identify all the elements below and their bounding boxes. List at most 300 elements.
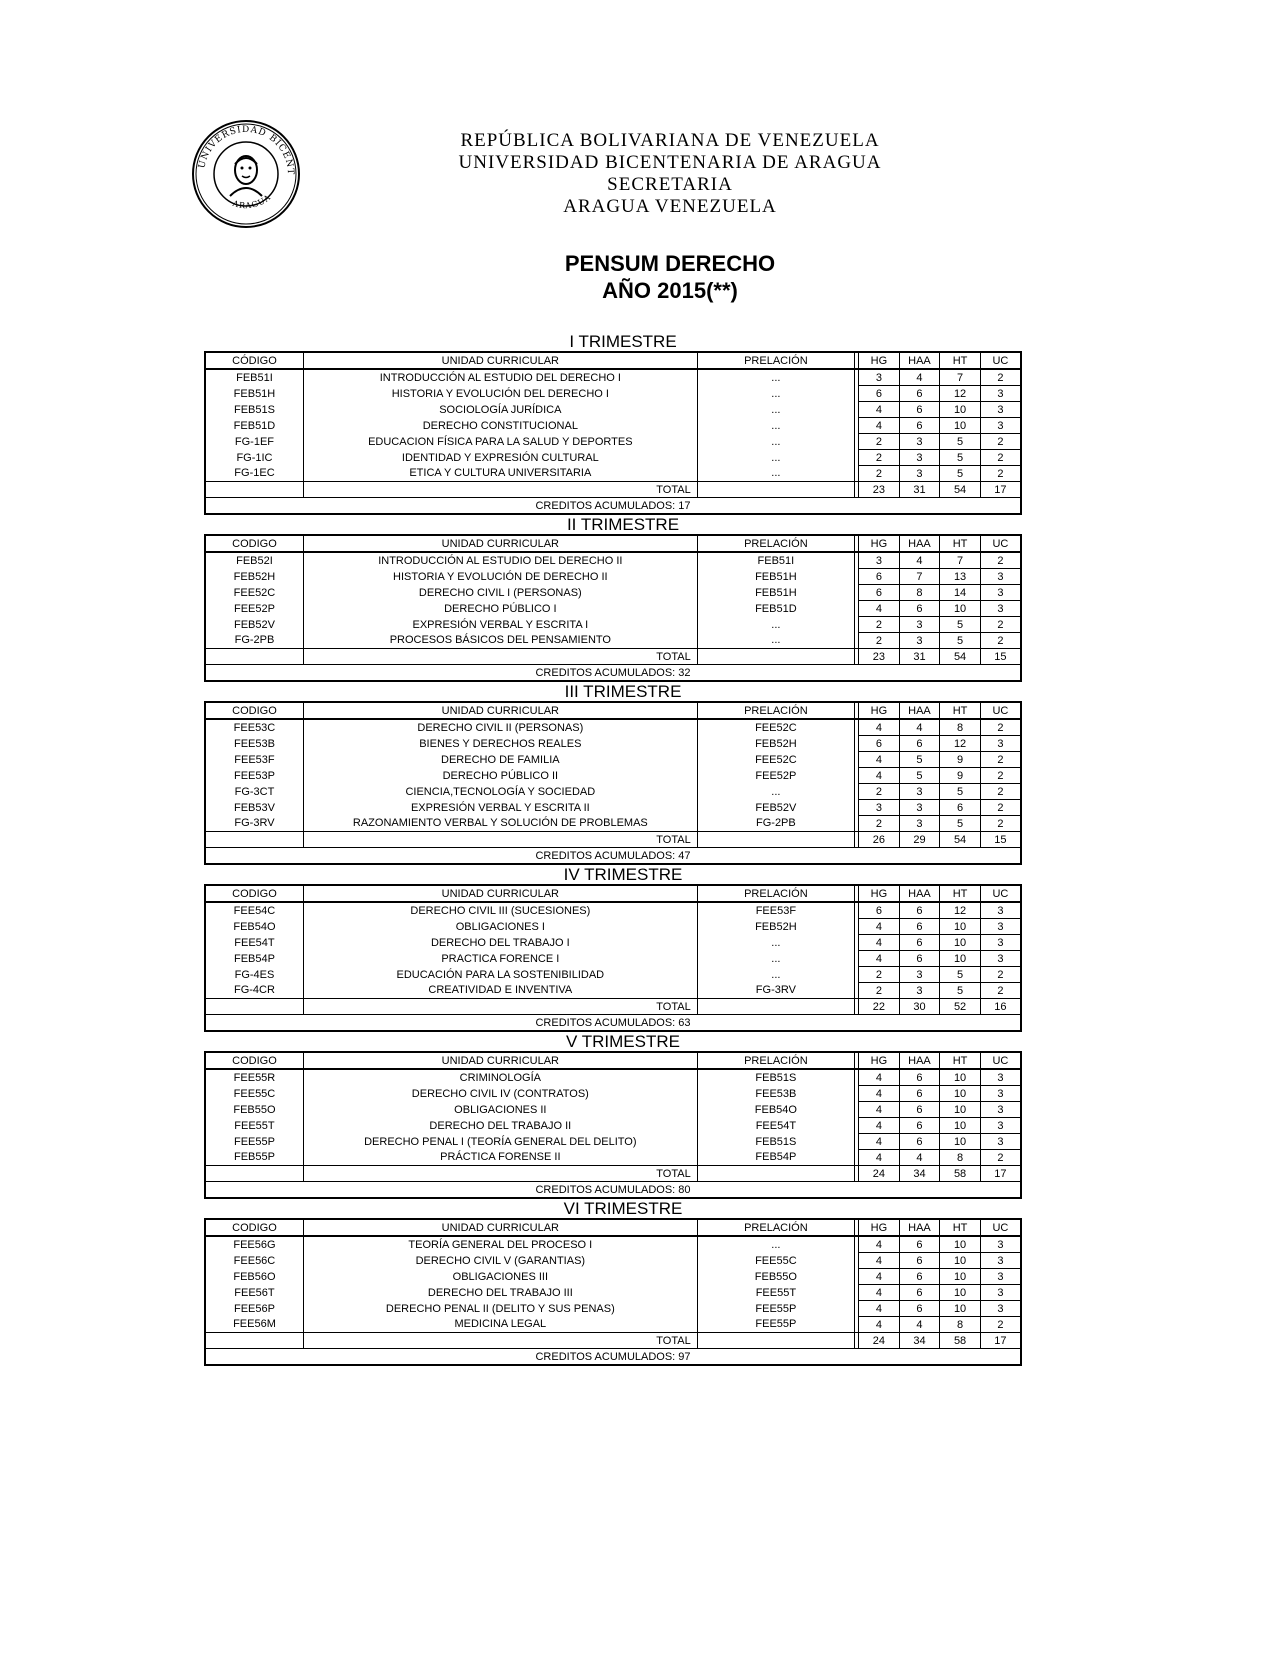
total-empty-cell xyxy=(697,649,854,665)
title-year: AÑO 2015(**) xyxy=(602,278,738,303)
cell-uc: 3 xyxy=(980,1118,1021,1134)
cell-hg: 4 xyxy=(859,418,900,434)
cell-hg: 2 xyxy=(859,434,900,450)
cell-haa: 6 xyxy=(899,951,940,967)
creditos-row xyxy=(205,1182,1021,1199)
cell-prelacion: FG-2PB xyxy=(697,816,854,832)
table-row xyxy=(205,418,1021,434)
cell-uc: 3 xyxy=(980,601,1021,617)
cell-prelacion: FEB51S xyxy=(697,1134,854,1150)
cell-prelacion: FEE52C xyxy=(697,752,854,768)
cell-haa: 4 xyxy=(899,719,940,736)
table-row xyxy=(205,784,1021,800)
cell-codigo: FEE54T xyxy=(205,935,303,951)
cell-codigo: FEB54P xyxy=(205,951,303,967)
column-header-codigo: CODIGO xyxy=(205,702,303,719)
table-row xyxy=(205,617,1021,633)
cell-unidad: IDENTIDAD Y EXPRESIÓN CULTURAL xyxy=(303,450,697,466)
cell-uc: 3 xyxy=(980,1285,1021,1301)
total-uc: 17 xyxy=(980,1166,1021,1182)
pensum-table xyxy=(204,1218,1022,1366)
cell-codigo: FEE52C xyxy=(205,585,303,601)
total-hg: 26 xyxy=(859,832,900,848)
table-row xyxy=(205,434,1021,450)
cell-codigo: FEE52P xyxy=(205,601,303,617)
cell-haa: 3 xyxy=(899,466,940,482)
trimestre-title: I TRIMESTRE xyxy=(569,332,677,351)
table-row xyxy=(205,402,1021,418)
header-republic: REPÚBLICA BOLIVARIANA DE VENEZUELA xyxy=(460,130,880,151)
header-university: UNIVERSIDAD BICENTENARIA DE ARAGUA xyxy=(458,152,882,173)
total-haa: 31 xyxy=(899,649,940,665)
total-row xyxy=(205,649,1021,665)
cell-codigo: FEE53P xyxy=(205,768,303,784)
cell-haa: 6 xyxy=(899,1134,940,1150)
trimestre-section xyxy=(204,1200,1022,1366)
cell-hg: 2 xyxy=(859,450,900,466)
cell-haa: 3 xyxy=(899,800,940,816)
cell-codigo: FEE56M xyxy=(205,1317,303,1333)
document-title xyxy=(440,250,900,304)
column-header-unidad: UNIDAD CURRICULAR xyxy=(303,352,697,369)
cell-uc: 3 xyxy=(980,585,1021,601)
cell-unidad: PRÁCTICA FORENSE II xyxy=(303,1150,697,1166)
creditos-row xyxy=(205,498,1021,515)
cell-prelacion: FEB52H xyxy=(697,736,854,752)
university-seal-logo xyxy=(190,118,302,230)
cell-prelacion: FEE52C xyxy=(697,719,854,736)
cell-unidad: EDUCACIÓN PARA LA SOSTENIBILIDAD xyxy=(303,967,697,983)
cell-uc: 2 xyxy=(980,369,1021,386)
table-row xyxy=(205,768,1021,784)
cell-unidad: TEORÍA GENERAL DEL PROCESO I xyxy=(303,1236,697,1253)
cell-prelacion: FG-3RV xyxy=(697,983,854,999)
cell-hg: 4 xyxy=(859,719,900,736)
cell-haa: 8 xyxy=(899,585,940,601)
total-hg: 22 xyxy=(859,999,900,1015)
trimestre-title: IV TRIMESTRE xyxy=(563,865,683,884)
cell-prelacion: FEB51H xyxy=(697,569,854,585)
column-header-prelacion: PRELACIÓN xyxy=(697,352,854,369)
cell-unidad: CIENCIA,TECNOLOGÍA Y SOCIEDAD xyxy=(303,784,697,800)
cell-codigo: FEB54O xyxy=(205,919,303,935)
cell-uc: 2 xyxy=(980,967,1021,983)
total-empty-cell xyxy=(205,482,303,498)
cell-unidad: HISTORIA Y EVOLUCIÓN DEL DERECHO I xyxy=(303,386,697,402)
column-header-hg: HG xyxy=(859,535,900,552)
total-empty-cell xyxy=(697,482,854,498)
total-row xyxy=(205,1333,1021,1349)
trimestre-section xyxy=(204,1033,1022,1199)
cell-uc: 3 xyxy=(980,1253,1021,1269)
cell-uc: 2 xyxy=(980,784,1021,800)
cell-haa: 4 xyxy=(899,1150,940,1166)
table-row xyxy=(205,1102,1021,1118)
pensum-table xyxy=(204,1051,1022,1199)
cell-codigo: FG-3RV xyxy=(205,816,303,832)
cell-uc: 3 xyxy=(980,1086,1021,1102)
cell-ht: 10 xyxy=(940,919,981,935)
total-ht: 54 xyxy=(940,832,981,848)
cell-prelacion: ... xyxy=(697,1236,854,1253)
cell-uc: 3 xyxy=(980,1102,1021,1118)
column-header-hg: HG xyxy=(859,1219,900,1236)
cell-codigo: FEE56T xyxy=(205,1285,303,1301)
cell-uc: 3 xyxy=(980,569,1021,585)
column-header-prelacion: PRELACIÓN xyxy=(697,1052,854,1069)
column-header-hg: HG xyxy=(859,1052,900,1069)
column-header-haa: HAA xyxy=(899,1052,940,1069)
total-haa: 34 xyxy=(899,1166,940,1182)
creditos-acumulados: CREDITOS ACUMULADOS: 47 xyxy=(205,848,1021,865)
cell-unidad: OBLIGACIONES III xyxy=(303,1269,697,1285)
table-row xyxy=(205,919,1021,935)
cell-haa: 3 xyxy=(899,967,940,983)
cell-codigo: FEE53B xyxy=(205,736,303,752)
cell-prelacion: FEB54O xyxy=(697,1102,854,1118)
cell-unidad: RAZONAMIENTO VERBAL Y SOLUCIÓN DE PROBLEMAS xyxy=(303,816,697,832)
total-haa: 34 xyxy=(899,1333,940,1349)
cell-uc: 2 xyxy=(980,450,1021,466)
cell-prelacion: ... xyxy=(697,633,854,649)
cell-ht: 5 xyxy=(940,450,981,466)
table-row xyxy=(205,935,1021,951)
total-row xyxy=(205,482,1021,498)
table-row xyxy=(205,1269,1021,1285)
cell-ht: 8 xyxy=(940,1150,981,1166)
column-header-prelacion: PRELACIÓN xyxy=(697,535,854,552)
cell-prelacion: ... xyxy=(697,369,854,386)
cell-hg: 6 xyxy=(859,386,900,402)
creditos-row xyxy=(205,665,1021,682)
cell-prelacion: FEE55P xyxy=(697,1317,854,1333)
cell-codigo: FEB53V xyxy=(205,800,303,816)
table-row xyxy=(205,585,1021,601)
cell-uc: 3 xyxy=(980,1069,1021,1086)
trimestre-title: VI TRIMESTRE xyxy=(563,1199,683,1218)
total-hg: 23 xyxy=(859,649,900,665)
cell-unidad: OBLIGACIONES II xyxy=(303,1102,697,1118)
cell-ht: 10 xyxy=(940,1134,981,1150)
cell-codigo: FEE53C xyxy=(205,719,303,736)
cell-codigo: FEB56O xyxy=(205,1269,303,1285)
total-label: TOTAL xyxy=(303,999,697,1015)
cell-unidad: EDUCACION FÍSICA PARA LA SALUD Y DEPORTES xyxy=(303,434,697,450)
trimestres-container xyxy=(204,333,1022,1366)
cell-ht: 10 xyxy=(940,935,981,951)
total-empty-cell xyxy=(697,999,854,1015)
column-header-prelacion: PRELACIÓN xyxy=(697,885,854,902)
cell-unidad: OBLIGACIONES I xyxy=(303,919,697,935)
cell-prelacion: FEE53B xyxy=(697,1086,854,1102)
trimestre-title: III TRIMESTRE xyxy=(564,682,682,701)
cell-unidad: SOCIOLOGÍA JURÍDICA xyxy=(303,402,697,418)
cell-codigo: FG-4CR xyxy=(205,983,303,999)
column-header-uc: UC xyxy=(980,702,1021,719)
cell-uc: 3 xyxy=(980,736,1021,752)
cell-uc: 2 xyxy=(980,1317,1021,1333)
column-header-uc: UC xyxy=(980,352,1021,369)
cell-haa: 6 xyxy=(899,1269,940,1285)
creditos-row xyxy=(205,1015,1021,1032)
cell-haa: 5 xyxy=(899,752,940,768)
cell-haa: 6 xyxy=(899,1118,940,1134)
trimestre-title: V TRIMESTRE xyxy=(566,1032,680,1051)
cell-prelacion: FEB51S xyxy=(697,1069,854,1086)
cell-prelacion: ... xyxy=(697,386,854,402)
table-row xyxy=(205,633,1021,649)
column-header-unidad: UNIDAD CURRICULAR xyxy=(303,1052,697,1069)
column-header-hg: HG xyxy=(859,352,900,369)
cell-haa: 6 xyxy=(899,1285,940,1301)
cell-prelacion: FEE52P xyxy=(697,768,854,784)
table-header-row xyxy=(205,535,1021,552)
cell-ht: 12 xyxy=(940,736,981,752)
cell-hg: 4 xyxy=(859,1102,900,1118)
cell-ht: 12 xyxy=(940,902,981,919)
total-label: TOTAL xyxy=(303,1166,697,1182)
cell-ht: 10 xyxy=(940,1236,981,1253)
total-haa: 30 xyxy=(899,999,940,1015)
cell-haa: 3 xyxy=(899,434,940,450)
cell-codigo: FG-3CT xyxy=(205,784,303,800)
cell-haa: 3 xyxy=(899,450,940,466)
total-ht: 58 xyxy=(940,1166,981,1182)
cell-haa: 6 xyxy=(899,402,940,418)
cell-unidad: DERECHO DEL TRABAJO II xyxy=(303,1118,697,1134)
cell-uc: 2 xyxy=(980,800,1021,816)
cell-prelacion: ... xyxy=(697,466,854,482)
total-label: TOTAL xyxy=(303,832,697,848)
cell-ht: 8 xyxy=(940,719,981,736)
cell-hg: 4 xyxy=(859,752,900,768)
column-header-haa: HAA xyxy=(899,535,940,552)
cell-prelacion: FEB54P xyxy=(697,1150,854,1166)
cell-haa: 6 xyxy=(899,601,940,617)
column-header-codigo: CODIGO xyxy=(205,885,303,902)
cell-hg: 2 xyxy=(859,784,900,800)
table-row xyxy=(205,902,1021,919)
table-header-row xyxy=(205,1052,1021,1069)
column-header-codigo: CÓDIGO xyxy=(205,352,303,369)
cell-ht: 10 xyxy=(940,1269,981,1285)
cell-ht: 10 xyxy=(940,1253,981,1269)
table-header-row xyxy=(205,352,1021,369)
cell-ht: 8 xyxy=(940,1317,981,1333)
total-row xyxy=(205,832,1021,848)
column-header-uc: UC xyxy=(980,1219,1021,1236)
column-header-uc: UC xyxy=(980,535,1021,552)
total-uc: 15 xyxy=(980,649,1021,665)
column-header-ht: HT xyxy=(940,885,981,902)
cell-ht: 10 xyxy=(940,1285,981,1301)
trimestre-section xyxy=(204,516,1022,682)
cell-codigo: FEE56P xyxy=(205,1301,303,1317)
column-header-unidad: UNIDAD CURRICULAR xyxy=(303,535,697,552)
cell-haa: 6 xyxy=(899,919,940,935)
total-empty-cell xyxy=(697,1333,854,1349)
cell-hg: 4 xyxy=(859,768,900,784)
cell-ht: 5 xyxy=(940,983,981,999)
cell-hg: 4 xyxy=(859,951,900,967)
cell-codigo: FEB52V xyxy=(205,617,303,633)
total-empty-cell xyxy=(205,1166,303,1182)
cell-hg: 2 xyxy=(859,816,900,832)
cell-ht: 10 xyxy=(940,1086,981,1102)
total-haa: 31 xyxy=(899,482,940,498)
cell-unidad: CRIMINOLOGÍA xyxy=(303,1069,697,1086)
title-pensum: PENSUM DERECHO xyxy=(564,251,776,276)
cell-uc: 3 xyxy=(980,935,1021,951)
column-header-haa: HAA xyxy=(899,1219,940,1236)
column-header-prelacion: PRELACIÓN xyxy=(697,702,854,719)
cell-haa: 3 xyxy=(899,816,940,832)
column-header-haa: HAA xyxy=(899,352,940,369)
table-row xyxy=(205,1134,1021,1150)
cell-ht: 9 xyxy=(940,752,981,768)
column-header-ht: HT xyxy=(940,702,981,719)
column-header-uc: UC xyxy=(980,885,1021,902)
cell-haa: 6 xyxy=(899,1253,940,1269)
table-row xyxy=(205,1150,1021,1166)
cell-ht: 7 xyxy=(940,552,981,569)
cell-unidad: DERECHO PÚBLICO I xyxy=(303,601,697,617)
cell-codigo: FEE55C xyxy=(205,1086,303,1102)
cell-codigo: FEE53F xyxy=(205,752,303,768)
cell-ht: 5 xyxy=(940,633,981,649)
cell-prelacion: FEB51D xyxy=(697,601,854,617)
cell-haa: 5 xyxy=(899,768,940,784)
cell-uc: 3 xyxy=(980,1236,1021,1253)
cell-unidad: DERECHO CIVIL I (PERSONAS) xyxy=(303,585,697,601)
cell-hg: 6 xyxy=(859,902,900,919)
cell-unidad: DERECHO CIVIL V (GARANTIAS) xyxy=(303,1253,697,1269)
trimestre-section xyxy=(204,683,1022,865)
cell-codigo: FEB51S xyxy=(205,402,303,418)
cell-unidad: DERECHO PENAL II (DELITO Y SUS PENAS) xyxy=(303,1301,697,1317)
cell-hg: 4 xyxy=(859,919,900,935)
table-row xyxy=(205,466,1021,482)
cell-codigo: FG-1EC xyxy=(205,466,303,482)
table-header-row xyxy=(205,1219,1021,1236)
cell-codigo: FG-1IC xyxy=(205,450,303,466)
cell-uc: 2 xyxy=(980,1150,1021,1166)
cell-haa: 6 xyxy=(899,1069,940,1086)
total-empty-cell xyxy=(205,649,303,665)
cell-unidad: DERECHO DEL TRABAJO III xyxy=(303,1285,697,1301)
cell-hg: 4 xyxy=(859,1317,900,1333)
table-row xyxy=(205,719,1021,736)
column-header-ht: HT xyxy=(940,535,981,552)
pensum-table xyxy=(204,534,1022,682)
cell-uc: 2 xyxy=(980,983,1021,999)
table-row xyxy=(205,386,1021,402)
column-header-codigo: CODIGO xyxy=(205,1052,303,1069)
creditos-acumulados: CREDITOS ACUMULADOS: 32 xyxy=(205,665,1021,682)
cell-haa: 4 xyxy=(899,1317,940,1333)
cell-prelacion: FEB51H xyxy=(697,585,854,601)
table-row xyxy=(205,1253,1021,1269)
cell-unidad: EXPRESIÓN VERBAL Y ESCRITA I xyxy=(303,617,697,633)
cell-uc: 2 xyxy=(980,752,1021,768)
total-uc: 16 xyxy=(980,999,1021,1015)
cell-ht: 5 xyxy=(940,784,981,800)
cell-hg: 4 xyxy=(859,1086,900,1102)
cell-haa: 4 xyxy=(899,552,940,569)
table-row xyxy=(205,951,1021,967)
cell-hg: 4 xyxy=(859,1285,900,1301)
cell-ht: 5 xyxy=(940,967,981,983)
total-empty-cell xyxy=(697,1166,854,1182)
cell-uc: 3 xyxy=(980,902,1021,919)
table-row xyxy=(205,736,1021,752)
table-row xyxy=(205,1118,1021,1134)
cell-haa: 6 xyxy=(899,935,940,951)
cell-ht: 14 xyxy=(940,585,981,601)
cell-unidad: INTRODUCCIÓN AL ESTUDIO DEL DERECHO II xyxy=(303,552,697,569)
creditos-row xyxy=(205,848,1021,865)
table-row xyxy=(205,1069,1021,1086)
cell-unidad: DERECHO CIVIL II (PERSONAS) xyxy=(303,719,697,736)
trimestre-section xyxy=(204,866,1022,1032)
table-row xyxy=(205,1301,1021,1317)
column-header-codigo: CODIGO xyxy=(205,535,303,552)
cell-prelacion: FEE55P xyxy=(697,1301,854,1317)
cell-prelacion: ... xyxy=(697,450,854,466)
cell-haa: 7 xyxy=(899,569,940,585)
total-label: TOTAL xyxy=(303,649,697,665)
cell-hg: 2 xyxy=(859,983,900,999)
cell-unidad: INTRODUCCIÓN AL ESTUDIO DEL DERECHO I xyxy=(303,369,697,386)
cell-codigo: FEB51H xyxy=(205,386,303,402)
total-ht: 54 xyxy=(940,482,981,498)
column-header-unidad: UNIDAD CURRICULAR xyxy=(303,885,697,902)
cell-unidad: DERECHO CIVIL III (SUCESIONES) xyxy=(303,902,697,919)
cell-ht: 10 xyxy=(940,1301,981,1317)
cell-prelacion: FEE55C xyxy=(697,1253,854,1269)
cell-ht: 5 xyxy=(940,466,981,482)
table-row xyxy=(205,1317,1021,1333)
header-location: ARAGUA VENEZUELA xyxy=(563,196,777,217)
cell-unidad: PROCESOS BÁSICOS DEL PENSAMIENTO xyxy=(303,633,697,649)
total-uc: 15 xyxy=(980,832,1021,848)
column-header-haa: HAA xyxy=(899,702,940,719)
table-row xyxy=(205,369,1021,386)
cell-ht: 13 xyxy=(940,569,981,585)
cell-hg: 3 xyxy=(859,552,900,569)
table-header-row xyxy=(205,702,1021,719)
cell-haa: 6 xyxy=(899,386,940,402)
cell-ht: 5 xyxy=(940,617,981,633)
table-row xyxy=(205,569,1021,585)
cell-uc: 3 xyxy=(980,402,1021,418)
column-header-codigo: CODIGO xyxy=(205,1219,303,1236)
cell-prelacion: FEE53F xyxy=(697,902,854,919)
cell-haa: 6 xyxy=(899,1086,940,1102)
cell-unidad: ETICA Y CULTURA UNIVERSITARIA xyxy=(303,466,697,482)
cell-prelacion: ... xyxy=(697,967,854,983)
cell-haa: 6 xyxy=(899,418,940,434)
table-row xyxy=(205,601,1021,617)
table-row xyxy=(205,967,1021,983)
cell-codigo: FG-2PB xyxy=(205,633,303,649)
cell-unidad: CREATIVIDAD E INVENTIVA xyxy=(303,983,697,999)
cell-ht: 6 xyxy=(940,800,981,816)
cell-ht: 9 xyxy=(940,768,981,784)
column-header-ht: HT xyxy=(940,352,981,369)
cell-codigo: FEB55O xyxy=(205,1102,303,1118)
pensum-table xyxy=(204,351,1022,515)
